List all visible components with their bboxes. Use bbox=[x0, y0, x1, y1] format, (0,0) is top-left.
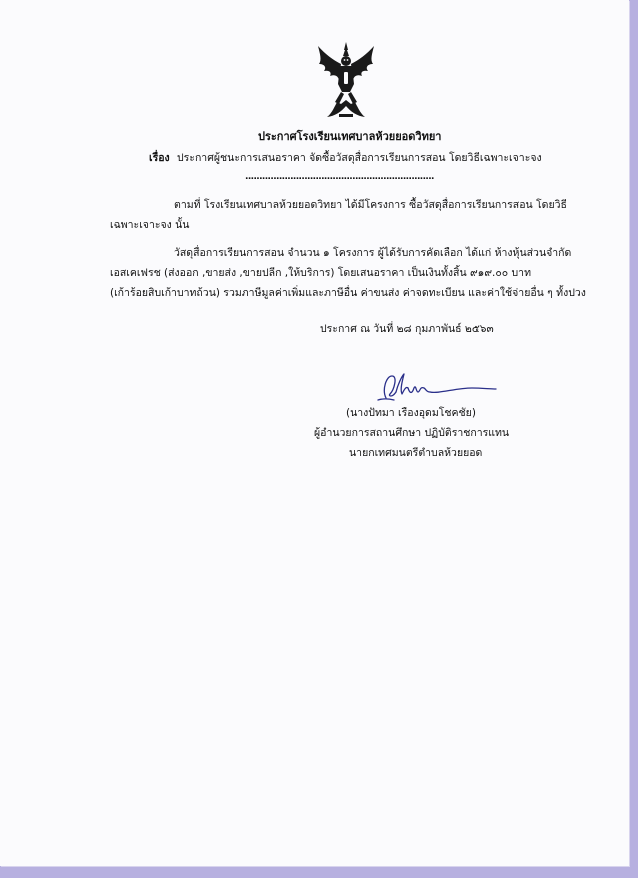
paragraph-2-line-1: วัสดุสื่อการเรียนการสอน จำนวน ๑ โครงการ ผู้ได้รับการคัดเลือก ได้แก่ ห้างหุ้นส่วนจำกัด bbox=[174, 247, 572, 259]
signatory-position-line-2: นายกเทศมนตรีตำบลห้วยยอด bbox=[349, 447, 483, 459]
paragraph-1-line-1: ตามที่ โรงเรียนเทศบาลห้วยยอดวิทยา ได้มีโครงการ ซื้อวัสดุสื่อการเรียนการสอน โดยวิธี bbox=[174, 199, 567, 211]
subject-label: เรื่อง bbox=[149, 152, 170, 164]
handwritten-signature bbox=[372, 368, 500, 406]
paragraph-2-line-3: (เก้าร้อยสิบเก้าบาทถ้วน) รวมภาษีมูลค่าเพิ่มและภาษีอื่น ค่าขนส่ง ค่าจดทะเบียน และค่าใช้จ่ายอื่น ๆ ทั้งปวง bbox=[110, 287, 586, 299]
paragraph-1-line-2: เฉพาะเจาะจง นั้น bbox=[110, 219, 190, 231]
divider-dots: ................................................................... bbox=[245, 172, 434, 182]
announcement-date: ประกาศ ณ วันที่ ๒๘ กุมภาพันธ์ ๒๕๖๓ bbox=[320, 323, 494, 335]
garuda-emblem-icon bbox=[315, 40, 377, 120]
signatory-name: (นางปัทมา เรืองอุดมโชคชัย) bbox=[346, 407, 476, 419]
subject-text: ประกาศผู้ชนะการเสนอราคา จัดซื้อวัสดุสื่อการเรียนการสอน โดยวิธีเฉพาะเจาะจง bbox=[177, 152, 542, 164]
paragraph-2-line-2: เอสเคเฟรช (ส่งออก ,ขายส่ง ,ขายปลีก ,ให้บริการ) โดยเสนอราคา เป็นเงินทั้งสิ้น ๙๑๙.๐๐ บาท bbox=[110, 267, 531, 279]
document-title: ประกาศโรงเรียนเทศบาลห้วยยอดวิทยา bbox=[258, 130, 442, 143]
signatory-position-line-1: ผู้อำนวยการสถานศึกษา ปฏิบัติราชการแทน bbox=[314, 427, 510, 439]
